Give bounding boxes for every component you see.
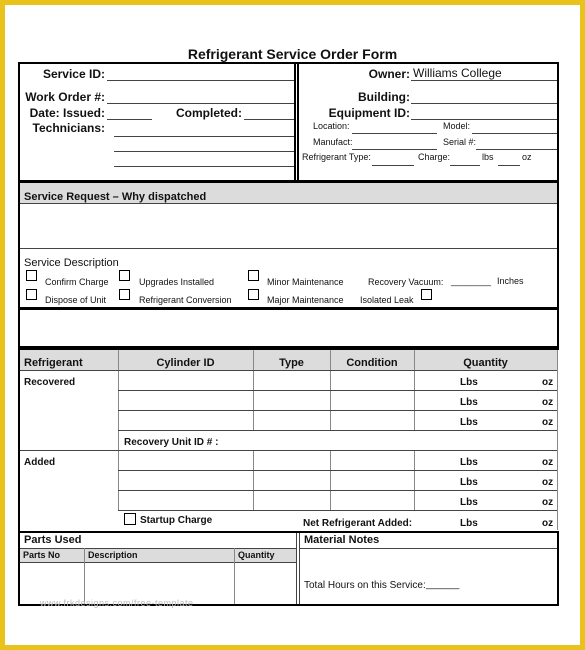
col-type: Type — [279, 357, 304, 369]
isolated-leak-label: Isolated Leak — [360, 295, 414, 305]
parts-used-label: Parts Used — [24, 534, 82, 546]
col-parts-quantity: Quantity — [238, 550, 275, 560]
charge-lbs-label: lbs — [482, 152, 494, 162]
grid-row-7 — [118, 510, 557, 511]
parts-grid-col-1 — [84, 548, 85, 604]
startup-charge-label: Startup Charge — [140, 515, 213, 526]
equipment-id-field[interactable] — [411, 119, 557, 120]
recovery-unit-label: Recovery Unit ID # : — [124, 437, 219, 448]
grid-right — [557, 350, 558, 530]
service-request-label: Service Request – Why dispatched — [24, 191, 207, 203]
material-notes-field[interactable] — [300, 549, 557, 577]
recovery-vacuum-field[interactable]: ________ — [451, 276, 492, 286]
technicians-field-2[interactable] — [114, 151, 294, 152]
dispose-of-unit-checkbox[interactable] — [26, 289, 37, 300]
building-label: Building: — [358, 90, 410, 104]
left-border — [18, 348, 20, 606]
recovered-row-3-oz: oz — [542, 417, 554, 428]
net-added-label: Net Refrigerant Added: — [303, 518, 413, 529]
major-maintenance-label: Major Maintenance — [267, 295, 344, 305]
total-hours-field[interactable]: ______ — [426, 579, 460, 590]
recovered-label: Recovered — [24, 377, 76, 388]
minor-maintenance-label: Minor Maintenance — [267, 277, 344, 287]
serial-label: Serial #: — [443, 137, 477, 147]
grid-row-0 — [20, 370, 557, 371]
added-row-2-oz: oz — [542, 477, 554, 488]
service-id-field[interactable] — [107, 80, 294, 81]
technicians-field-1[interactable] — [114, 136, 294, 137]
date-issued-field[interactable] — [107, 119, 152, 120]
col-refrigerant: Refrigerant — [24, 357, 83, 369]
header-divider — [294, 63, 299, 181]
confirm-charge-checkbox[interactable] — [26, 270, 37, 281]
confirm-charge-label: Confirm Charge — [45, 277, 109, 287]
upgrades-installed-checkbox[interactable] — [119, 270, 130, 281]
owner-label: Owner: — [368, 67, 410, 81]
added-row-3-oz: oz — [542, 497, 554, 508]
upgrades-installed-label: Upgrades Installed — [139, 277, 215, 287]
material-notes-label: Material Notes — [304, 534, 380, 546]
dispose-of-unit-label: Dispose of Unit — [45, 295, 107, 305]
building-field[interactable] — [411, 103, 557, 104]
refrigerant-conversion-label: Refrigerant Conversion — [139, 295, 232, 305]
col-description: Description — [88, 550, 138, 560]
added-label: Added — [24, 457, 56, 468]
recovered-row-2-lbs: Lbs — [460, 397, 478, 408]
col-parts-no: Parts No — [23, 550, 61, 560]
manufact-label: Manufact: — [313, 137, 353, 147]
refrigerant-type-label: Refrigerant Type: — [302, 152, 371, 162]
service-id-label: Service ID: — [42, 67, 105, 81]
total-hours-label: Total Hours on this Service: — [304, 580, 426, 591]
serial-field[interactable] — [476, 149, 557, 150]
model-label: Model: — [443, 121, 471, 131]
grid-row-1 — [118, 390, 557, 391]
service-request-rule-bottom — [20, 248, 557, 249]
work-order-field[interactable] — [107, 103, 294, 104]
location-label: Location: — [313, 121, 350, 131]
major-maintenance-checkbox[interactable] — [248, 289, 259, 300]
recovered-row-1-oz: oz — [542, 377, 554, 388]
owner-value[interactable]: Williams College — [413, 66, 502, 80]
col-quantity: Quantity — [463, 357, 508, 369]
model-field[interactable] — [472, 133, 557, 134]
parts-header-rule-top — [20, 548, 296, 549]
grid-row-3 — [118, 430, 557, 431]
minor-maintenance-checkbox[interactable] — [248, 270, 259, 281]
grid-col-2b — [253, 450, 254, 510]
inches-label: Inches — [497, 276, 524, 286]
grid-col-4b — [414, 450, 415, 510]
manufact-field[interactable] — [352, 149, 437, 150]
added-row-1-lbs: Lbs — [460, 457, 478, 468]
work-order-label: Work Order #: — [25, 90, 105, 104]
right-border-bottom — [557, 531, 559, 606]
charge-lbs-field[interactable] — [450, 165, 480, 166]
parts-grid-col-2 — [234, 548, 235, 604]
grid-row-4 — [20, 450, 557, 451]
col-condition: Condition — [346, 357, 398, 369]
grid-col-3b — [330, 450, 331, 510]
recovered-row-1-lbs: Lbs — [460, 377, 478, 388]
description-notes-box[interactable] — [18, 308, 559, 348]
parts-top-rule — [18, 531, 559, 533]
watermark: www.frkdesigns.com/free-template — [40, 598, 194, 608]
isolated-leak-checkbox[interactable] — [421, 289, 432, 300]
charge-label: Charge: — [418, 152, 451, 162]
grid-row-5 — [118, 470, 557, 471]
charge-oz-label: oz — [522, 152, 532, 162]
grid-row-6 — [118, 490, 557, 491]
net-added-oz: oz — [542, 518, 554, 529]
charge-oz-field[interactable] — [498, 165, 520, 166]
equipment-id-label: Equipment ID: — [328, 106, 410, 120]
service-request-field[interactable] — [20, 204, 557, 248]
owner-field — [411, 80, 557, 81]
completed-label: Completed: — [176, 106, 242, 120]
technicians-label: Technicians: — [32, 121, 105, 135]
added-row-1-oz: oz — [542, 457, 554, 468]
parts-header-rule-bottom — [20, 562, 296, 563]
completed-field[interactable] — [244, 119, 294, 120]
technicians-field-3[interactable] — [114, 166, 294, 167]
added-row-3-lbs: Lbs — [460, 497, 478, 508]
refrigerant-type-field[interactable] — [372, 165, 414, 166]
startup-charge-checkbox[interactable] — [124, 513, 136, 525]
location-field[interactable] — [352, 133, 437, 134]
net-added-lbs: Lbs — [460, 518, 478, 529]
col-cylinder-id: Cylinder ID — [156, 357, 215, 369]
form-title: Refrigerant Service Order Form — [187, 46, 398, 62]
recovered-row-2-oz: oz — [542, 397, 554, 408]
added-row-2-lbs: Lbs — [460, 477, 478, 488]
recovered-row-3-lbs: Lbs — [460, 417, 478, 428]
date-issued-label: Date: Issued: — [29, 106, 105, 120]
grid-row-2 — [118, 410, 557, 411]
service-description-label: Service Description — [24, 257, 119, 269]
refrigerant-conversion-checkbox[interactable] — [119, 289, 130, 300]
recovery-vacuum-label: Recovery Vacuum: — [368, 277, 444, 287]
